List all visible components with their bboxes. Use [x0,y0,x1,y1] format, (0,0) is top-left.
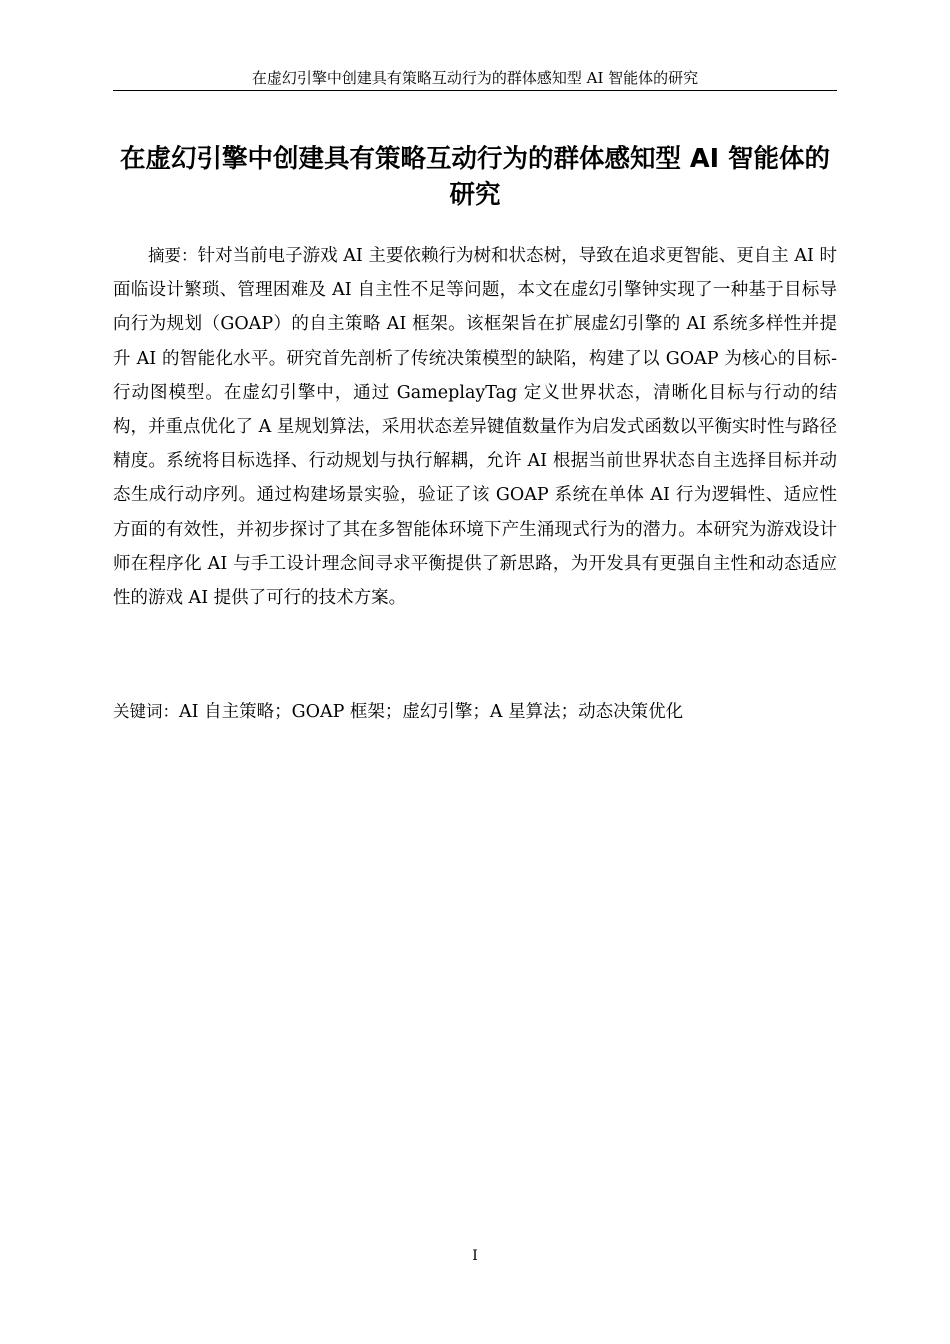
keywords [113,697,837,727]
abstract-text: 针对当前电子游戏 AI 主要依赖行为树和状态树，导致在追求更智能、更自主 AI 时面临设计繁琐、管理困难及 AI 自主性不足等问题，本文在虚幻引擎钟实现了一种基于目标导向行为规划（GOAP）的自主策略 AI 框架。该框架旨在扩展虚幻引擎的 AI 系统多样性并提升 AI 的智能化水平。研究首先剖析了传统决策模型的缺陷，构建了以 GOAP 为核心的目标-行动图模型。在虚幻引擎中，通过 GameplayTag 定义世界状态，清晰化目标与行动的结构，并重点优化了 A 星规划算法，采用状态差异键值数量作为启发式函数以平衡实时性与路径精度。系统将目标选择、行动规划与执行解耦，允许 AI 根据当前世界状态自主选择目标并动态生成行动序列。通过构建场景实验，验证了该 GOAP 系统在单体 AI 行为逻辑性、适应性方面的有效性，并初步探讨了其在多智能体环境下产生涌现式行为的潜力。本研究为游戏设计师在程序化 AI 与手工设计理念间寻求平衡提供了新思路，为开发具有更强自主性和动态适应性的游戏 AI 提供了可行的技术方案。 [113,246,838,609]
keywords-label: 关键词： [113,702,179,721]
keywords-text: AI 自主策略；GOAP 框架；虚幻引擎；A 星算法；动态决策优化 [179,702,684,722]
header-rule [113,90,837,91]
abstract [113,239,837,615]
paper-title: 在虚幻引擎中创建具有策略互动行为的群体感知型 AI 智能体的研究 [120,144,830,210]
running-header: 在虚幻引擎中创建具有策略互动行为的群体感知型 AI 智能体的研究 [251,69,699,87]
abstract-label: 摘要： [148,246,198,265]
page-number: I [472,1248,478,1264]
